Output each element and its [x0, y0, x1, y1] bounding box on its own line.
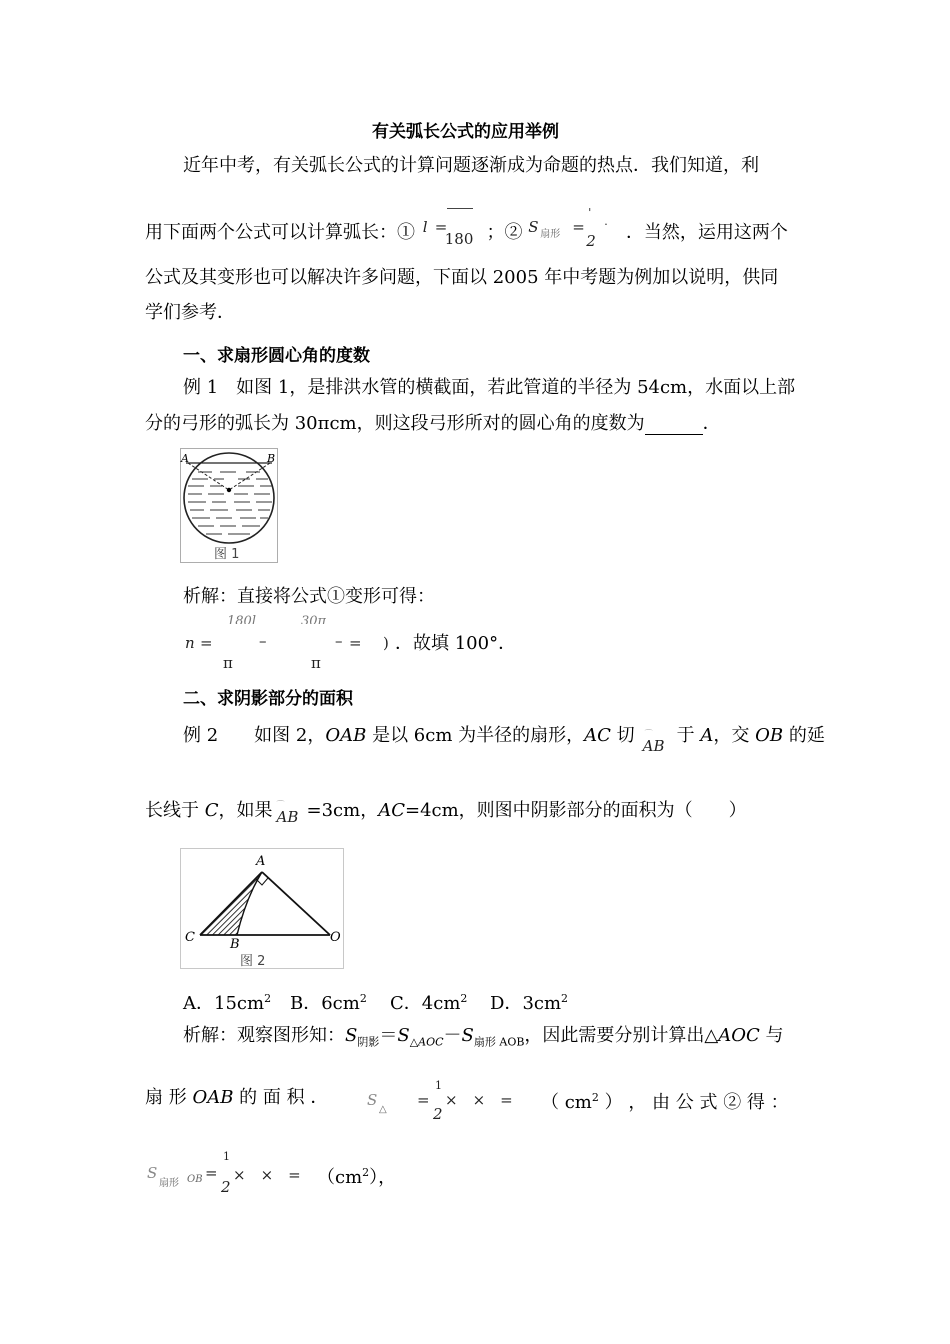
example-2-line-1 [183, 719, 825, 755]
analysis-1-formula: n = 180l π – 30π π – = ) ．故填 100°． [185, 614, 517, 672]
intro-line-3: 公式及其变形也可以解决许多问题，下面以 2005 年中考题为例加以说明，供同 [145, 267, 779, 288]
option-a[interactable] [183, 988, 271, 1015]
figure-1-label-a: A [181, 452, 189, 465]
unit-sup: 2 [591, 1091, 599, 1104]
example-2-text-6: 长线于 [145, 800, 205, 821]
formula-num-2: 30π [301, 614, 327, 624]
section-2-heading: 二、求阴影部分的面积 [183, 689, 353, 709]
formula-num-1: 180l [227, 614, 256, 624]
example-2-line-2 [145, 794, 747, 826]
sub-sector: 扇形 AOB [473, 1035, 525, 1049]
formula-s-sector: S [147, 1164, 158, 1182]
example-2-text-3: 于 [676, 725, 701, 746]
analysis-2-line-1 [183, 1025, 784, 1054]
var-ob: OB [755, 725, 784, 746]
formula-denominator-2: 2 [586, 232, 596, 250]
analysis-2-text-3: 与 [759, 1025, 784, 1046]
analysis-2-text-5: 的 面 积 ． [233, 1087, 329, 1108]
intro-line-4: 学们参考． [145, 302, 235, 323]
intro-line-2 [145, 206, 788, 250]
sub-shadow: 阴影 [357, 1035, 380, 1049]
analysis-2-text-4 [145, 1087, 328, 1109]
section-1-heading: 一、求扇形圆心角的度数 [183, 346, 370, 366]
formula-s-aoc: S [367, 1091, 378, 1109]
formula-pi-2: π [311, 654, 321, 672]
var-ac: AC [584, 725, 611, 746]
figure-2-caption: 图 2 [240, 954, 266, 969]
var-oab-2: OAB [192, 1087, 234, 1108]
formula-s-subscript: 扇形 [540, 229, 561, 240]
formula-arc-length: l = 180 [421, 216, 481, 238]
unit-sup-2: 2 [362, 1166, 370, 1179]
unit-cm2-2 [317, 1162, 396, 1189]
fraction-top: 1 [435, 1079, 442, 1092]
unit-text-2: （cm [317, 1167, 363, 1188]
var-s-3: S [461, 1025, 474, 1046]
formula-s-sector-sub: 扇形 [159, 1178, 179, 1189]
unit-cm2 [541, 1087, 789, 1114]
formula-times-2: × × = [233, 1166, 301, 1184]
page-title: 有关弧长公式的应用举例 [372, 122, 559, 142]
formula-l-symbol: l [422, 218, 428, 236]
figure-2-label-c: C [185, 930, 195, 945]
example-1-end: ． [702, 413, 721, 434]
figure-1 [180, 448, 282, 566]
option-b[interactable] [290, 988, 367, 1015]
option-c-value: 4cm [421, 993, 461, 1014]
intro-line-2-text: 用下面两个公式可以计算弧长：① [145, 222, 415, 243]
formula-s-symbol: S [528, 218, 539, 236]
analysis-2-word: 扇 形 [145, 1087, 193, 1108]
fraction-bar [447, 208, 473, 209]
formula-denominator: 180 [444, 230, 474, 248]
fraction-den-2: 2 [221, 1178, 231, 1196]
formula-s-sector-sub2: OB [187, 1174, 203, 1185]
option-b-sup: 2 [359, 992, 367, 1005]
arc-ab-symbol: ⌒ AB [642, 729, 665, 755]
var-a: A [700, 725, 714, 746]
var-c: C [204, 800, 219, 821]
example-2-text-1: 是以 6cm 为半径的扇形， [366, 725, 585, 746]
analysis-2-line-2: 扇 形 OAB 的 面 积 ． S △ = 1 2 × × = （ $cm^2$ ） ， 由 公 式 ② 得 ： [145, 1087, 805, 1127]
example-2-text-7: ，如果 [218, 800, 273, 821]
unit-end-2: ）， [369, 1167, 397, 1188]
option-a-letter: A． [183, 993, 214, 1014]
figure-1-caption: 图 1 [214, 547, 240, 562]
analysis-1-result: ．故填 100°． [395, 633, 517, 654]
var-oab: OAB [325, 725, 367, 746]
figure-2 [180, 848, 346, 972]
formula-sector-area: S 扇形 = ' 2 · [528, 206, 608, 250]
example-2-text-2: 切 [610, 725, 635, 746]
example-2-value: =3cm， [306, 800, 379, 821]
option-a-sup: 2 [264, 992, 272, 1005]
fraction-den: 2 [433, 1105, 443, 1123]
option-a-value: 15cm [214, 993, 265, 1014]
figure-2-label-a: A [256, 854, 266, 869]
var-s-2: S [397, 1025, 410, 1046]
analysis-1-line-1: 析解：直接将公式①变形可得： [183, 586, 435, 607]
option-c-sup: 2 [460, 992, 468, 1005]
formula-times: × × = [445, 1091, 513, 1109]
option-d-letter: D． [490, 993, 523, 1014]
figure-1-label-b: B [267, 452, 276, 465]
option-d[interactable] [490, 988, 568, 1015]
analysis-2-text-2: ，因此需要分别计算出△ [524, 1025, 719, 1046]
example-2-text-5: 的延 [783, 725, 825, 746]
intro-line-2-end: ．当然，运用这两个 [625, 222, 788, 243]
formula-s-aoc-sub: △ [379, 1104, 387, 1115]
figure-2-label-b: B [230, 937, 240, 952]
option-d-value: 3cm [522, 993, 562, 1014]
option-c-letter: C． [390, 993, 422, 1014]
option-c[interactable] [390, 988, 467, 1015]
arc-ab-label: AB [642, 737, 665, 755]
example-1-line-1: 例 1 如图 1，是排洪水管的横截面，若此管道的半径为 54cm，水面以上部 [183, 377, 796, 398]
intro-line-1: 近年中考，有关弧长公式的计算问题逐渐成为命题的热点．我们知道，利 [183, 155, 759, 176]
example-1-line-2 [145, 413, 721, 435]
answer-blank [645, 416, 703, 435]
var-s-1: S [345, 1025, 358, 1046]
formula-n: n [185, 634, 195, 652]
example-2-text-4: ，交 [713, 725, 756, 746]
figure-2-label-o: O [330, 930, 341, 945]
equals-sign: ＝ [379, 1025, 398, 1046]
formula-pi-1: π [223, 654, 233, 672]
analysis-2-line-3: S 扇形 OB = 1 2 × × = $(cm^2)$， [147, 1150, 397, 1196]
var-aoc: AOC [718, 1025, 760, 1046]
intro-line-2-sep: ；② [486, 222, 523, 243]
example-2-question: =4cm，则图中阴影部分的面积为（ ） [404, 800, 747, 821]
arc-ab-label-2: AB [276, 808, 299, 826]
option-d-sup: 2 [561, 992, 569, 1005]
analysis-2-text-1: 析解：观察图形知： [183, 1025, 345, 1046]
sub-aoc: △AOC [409, 1035, 444, 1049]
example-1-text: 分的弓形的弧长为 30πcm，则这段弓形所对的圆心角的度数为 [145, 413, 645, 434]
minus-sign: － [443, 1025, 462, 1046]
analysis-2-text-6: ） ， 由 公 式 ② 得 ： [598, 1092, 789, 1113]
option-b-value: 6cm [321, 993, 360, 1014]
unit-text: （ cm [541, 1092, 592, 1113]
arc-ab-symbol-2: ⌒ AB [276, 800, 299, 826]
var-ac-2: AC [378, 800, 405, 821]
option-b-letter: B． [290, 993, 322, 1014]
fraction-top-2: 1 [223, 1150, 230, 1163]
example-2-label: 例 2 如图 2， [183, 725, 326, 746]
